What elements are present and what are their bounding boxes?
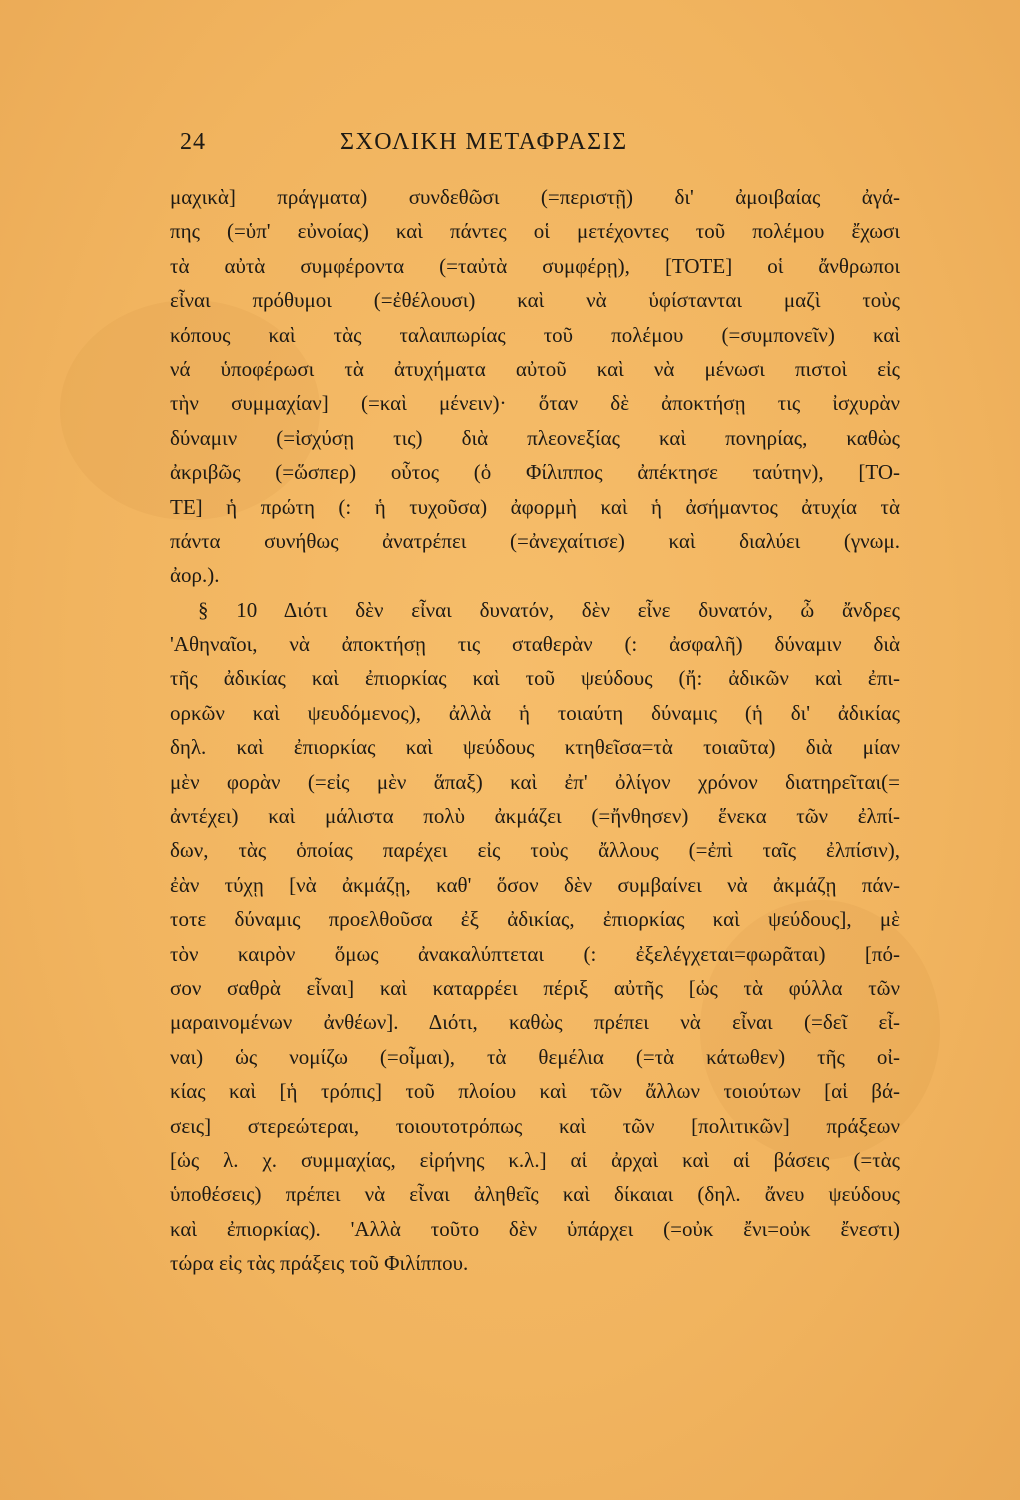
text-line: νά ὑποφέρωσι τὰ ἀτυχήματα αὐτοῦ καὶ νὰ μένωσι πιστοὶ εἰς bbox=[170, 356, 900, 381]
paragraph-start-line: § 10 Διότι δὲν εἶναι δυνατόν, δὲν εἶνε δυνατόν, ὦ ἄνδρες bbox=[198, 597, 900, 622]
text-line: καὶ ἐπιορκίας). 'Αλλὰ τοῦτο δὲν ὑπάρχει (=οὐκ ἔνι=οὐκ ἔνεστι) bbox=[170, 1216, 900, 1241]
text-line: μὲν φορὰν (=εἰς μὲν ἅπαξ) καὶ ἐπ' ὀλίγον χρόνον διατηρεῖται(= bbox=[170, 769, 900, 794]
text-line: ἀκριβῶς (=ὥσπερ) οὗτος (ὁ Φίλιππος ἀπέκτησε ταύτην), [ΤΟ- bbox=[170, 460, 900, 485]
text-line: [ὡς λ. χ. συμμαχίας, εἰρήνης κ.λ.] αἱ ἀρχαὶ καὶ αἱ βάσεις (=τὰς bbox=[170, 1147, 900, 1172]
text-line: τὰ αὐτὰ συμφέροντα (=ταὐτὰ συμφέρῃ), [ΤΟΤΕ] οἱ ἄνθρωποι bbox=[170, 253, 900, 278]
text-line: μαχικὰ] πράγματα) συνδεθῶσι (=περιστῇ) δι' ἀμοιβαίας ἀγά- bbox=[170, 185, 900, 209]
page-header bbox=[0, 125, 1020, 165]
text-line: ἐὰν τύχῃ [νὰ ἀκμάζῃ, καθ' ὅσον δὲν συμβαίνει νὰ ἀκμάζῃ πάν- bbox=[170, 872, 900, 897]
text-line: μαραινομένων ἀνθέων]. Διότι, καθὼς πρέπει νὰ εἶναι (=δεῖ εἶ- bbox=[170, 1010, 900, 1035]
page-number: 24 bbox=[180, 129, 206, 155]
text-line: σεις] στερεώτεραι, τοιουτοτρόπως καὶ τῶν [πολιτικῶν] πράξεων bbox=[170, 1113, 900, 1138]
text-line: ἀορ.). bbox=[170, 563, 220, 588]
text-line: 'Αθηναῖοι, νὰ ἀποκτήσῃ τις σταθερὰν (: ἀσφαλῆ) δύναμιν διὰ bbox=[170, 632, 900, 657]
text-line: πάντα συνήθως ἀνατρέπει (=ἀνεχαίτισε) καὶ διαλύει (γνωμ. bbox=[170, 528, 900, 553]
text-line: κίας καὶ [ἡ τρόπις] τοῦ πλοίου καὶ τῶν ἄλλων τοιούτων [αἱ βά- bbox=[170, 1079, 900, 1104]
text-line: τὸν καιρὸν ὅμως ἀνακαλύπτεται (: ἐξελέγχεται=φωρᾶται) [πό- bbox=[170, 941, 900, 966]
text-line: τοτε δύναμις προελθοῦσα ἐξ ἀδικίας, ἐπιορκίας καὶ ψεύδους], μὲ bbox=[170, 907, 900, 932]
body-text bbox=[170, 180, 900, 1281]
text-line: δηλ. καὶ ἐπιορκίας καὶ ψεύδους κτηθεῖσα=τὰ τοιαῦτα) διὰ μίαν bbox=[170, 735, 900, 760]
text-line: τὴν συμμαχίαν] (=καὶ μένειν)· ὅταν δὲ ἀποκτήσῃ τις ἰσχυρὰν bbox=[170, 391, 900, 416]
text-line: ΤΕ] ἡ πρώτη (: ἡ τυχοῦσα) ἀφορμὴ καὶ ἡ ἀσήμαντος ἀτυχία τὰ bbox=[170, 494, 900, 519]
text-line: ναι) ὡς νομίζω (=οἶμαι), τὰ θεμέλια (=τὰ κάτωθεν) τῆς οἰ- bbox=[170, 1044, 900, 1069]
text-line: πης (=ὑπ' εὐνοίας) καὶ πάντες οἱ μετέχοντες τοῦ πολέμου ἔχωσι bbox=[170, 219, 900, 244]
running-title: ΣΧΟΛΙΚΗ ΜΕΤΑΦΡΑΣΙΣ bbox=[340, 129, 628, 155]
text-line: δύναμιν (=ἰσχύσῃ τις) διὰ πλεονεξίας καὶ πονηρίας, καθὼς bbox=[170, 425, 900, 450]
text-line: ὑποθέσεις) πρέπει νὰ εἶναι ἀληθεῖς καὶ δίκαιαι (δηλ. ἄνευ ψεύδους bbox=[170, 1182, 900, 1207]
text-line: ἀντέχει) καὶ μάλιστα πολὺ ἀκμάζει (=ἤνθησεν) ἕνεκα τῶν ἐλπί- bbox=[170, 804, 900, 829]
text-line: τῆς ἀδικίας καὶ ἐπιορκίας καὶ τοῦ ψεύδους (ἤ: ἀδικῶν καὶ ἐπι- bbox=[170, 666, 900, 691]
text-line: τώρα εἰς τὰς πράξεις τοῦ Φιλίππου. bbox=[170, 1251, 469, 1276]
text-line: δων, τὰς ὁποίας παρέχει εἰς τοὺς ἄλλους (=ἐπὶ ταῖς ἐλπίσιν), bbox=[170, 838, 900, 863]
text-line: σον σαθρὰ εἶναι] καὶ καταρρέει πέριξ αὐτῆς [ὡς τὰ φύλλα τῶν bbox=[170, 975, 900, 1000]
text-line: κόπους καὶ τὰς ταλαιπωρίας τοῦ πολέμου (=συμπονεῖν) καὶ bbox=[170, 322, 900, 347]
text-line: εἶναι πρόθυμοι (=ἐθέλουσι) καὶ νὰ ὑφίστανται μαζὶ τοὺς bbox=[170, 288, 900, 313]
text-line: ορκῶν καὶ ψευδόμενος), ἀλλὰ ἡ τοιαύτη δύναμις (ἡ δι' ἀδικίας bbox=[170, 700, 900, 725]
